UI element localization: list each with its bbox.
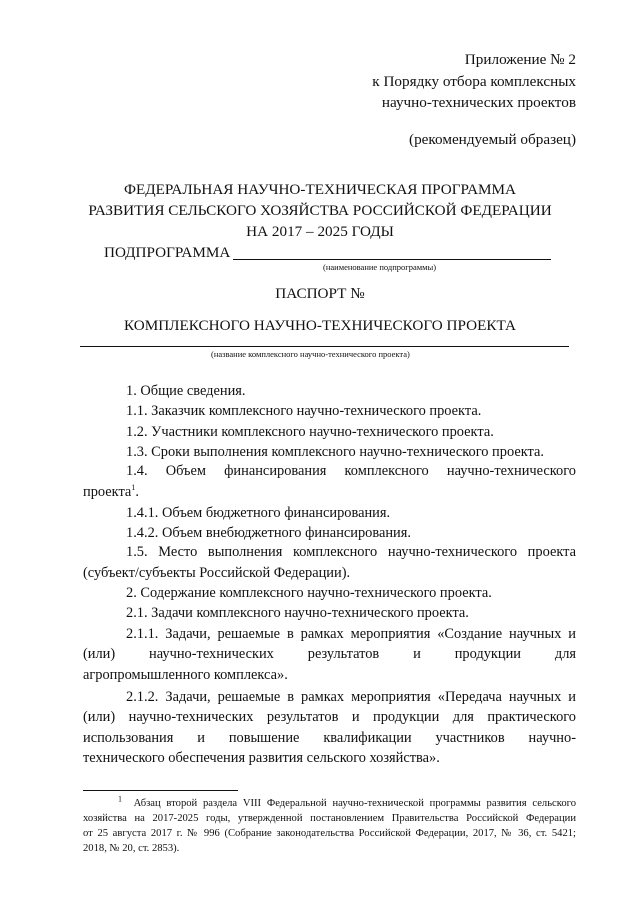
section-1-5-line2: (субъект/субъекты Российской Федерации).	[83, 565, 351, 581]
appendix-ref-line1: к Порядку отбора комплексных	[372, 73, 576, 90]
section-1-3: 1.3. Сроки выполнения комплексного научно-технического проекта.	[126, 444, 544, 460]
section-1-4-line1: 1.4. Объем финансирования комплексного научно-технического	[126, 463, 576, 479]
section-1-4-line2: проекта$^1$.	[83, 483, 139, 500]
section-2-1-1-line1: 2.1.1. Задачи, решаемые в рамках мероприятия «Создание научных и	[126, 626, 576, 642]
project-name-caption: (название комплексного научно-технического проекта)	[211, 349, 410, 359]
passport-title: ПАСПОРТ №	[275, 285, 365, 302]
program-title-line3: НА 2017 – 2025 ГОДЫ	[246, 223, 394, 240]
subprogram-fill-line	[233, 259, 551, 260]
section-1-1: 1.1. Заказчик комплексного научно-технического проекта.	[126, 403, 482, 419]
sample-note: (рекомендуемый образец)	[409, 131, 576, 148]
footnote-line2: хозяйства на 2017-2025 годы, утвержденной постановлением Правительства Российской Федерации	[83, 813, 576, 824]
section-2: 2. Содержание комплексного научно-технического проекта.	[126, 585, 492, 601]
section-2-1-2-line1: 2.1.2. Задачи, решаемые в рамках мероприятия «Передача научных и	[126, 689, 576, 705]
section-2-1-2-line4: технического обеспечения развития сельского хозяйства».	[83, 750, 440, 766]
subprogram-label: ПОДПРОГРАММА	[104, 244, 231, 261]
section-2-1-1-line2: (или) научно-технических результатов и продукции для	[83, 646, 576, 662]
section-2-1-2-line2: (или) научно-технических результатов и продукции для практического	[83, 709, 576, 725]
section-1-4-1: 1.4.1. Объем бюджетного финансирования.	[126, 505, 391, 521]
section-2-1: 2.1. Задачи комплексного научно-технического проекта.	[126, 605, 469, 621]
section-1-5-line1: 1.5. Место выполнения комплексного научно-технического проекта	[126, 544, 576, 560]
footnote-line4: 2018, № 20, ст. 2853).	[83, 843, 180, 854]
program-title-line2: РАЗВИТИЯ СЕЛЬСКОГО ХОЗЯЙСТВА РОССИЙСКОЙ ФЕДЕРАЦИИ	[88, 202, 552, 219]
project-name-fill-line	[80, 346, 569, 347]
footnote-line3: от 25 августа 2017 г. № 996 (Собрание законодательства Российской Федерации, 2017, № 36, ст. 5421;	[83, 828, 576, 839]
appendix-ref-line2: научно-технических проектов	[381, 94, 576, 111]
passport-subtitle: КОМПЛЕКСНОГО НАУЧНО-ТЕХНИЧЕСКОГО ПРОЕКТА	[123, 317, 517, 334]
section-2-1-1-line3: агропромышленного комплекса».	[83, 667, 288, 683]
section-1: 1. Общие сведения.	[126, 383, 246, 399]
footnote-line1: $^1$ Абзац второй раздела VIII Федеральной научно-технической программы развития сельского	[118, 794, 577, 809]
subprogram-caption: (наименование подпрограммы)	[323, 262, 437, 272]
section-2-1-2-line3: использования и повышение квалификации участников научно-	[83, 730, 576, 746]
appendix-title: Приложение № 2	[464, 51, 576, 68]
section-1-4-2: 1.4.2. Объем внебюджетного финансирования.	[126, 525, 411, 541]
footnote-mark: 1	[118, 794, 122, 804]
section-1-2: 1.2. Участники комплексного научно-технического проекта.	[126, 424, 494, 440]
footnote-ref: 1	[131, 483, 136, 493]
footnote-separator	[83, 790, 238, 791]
program-title-line1: ФЕДЕРАЛЬНАЯ НАУЧНО-ТЕХНИЧЕСКАЯ ПРОГРАММА	[123, 181, 517, 198]
